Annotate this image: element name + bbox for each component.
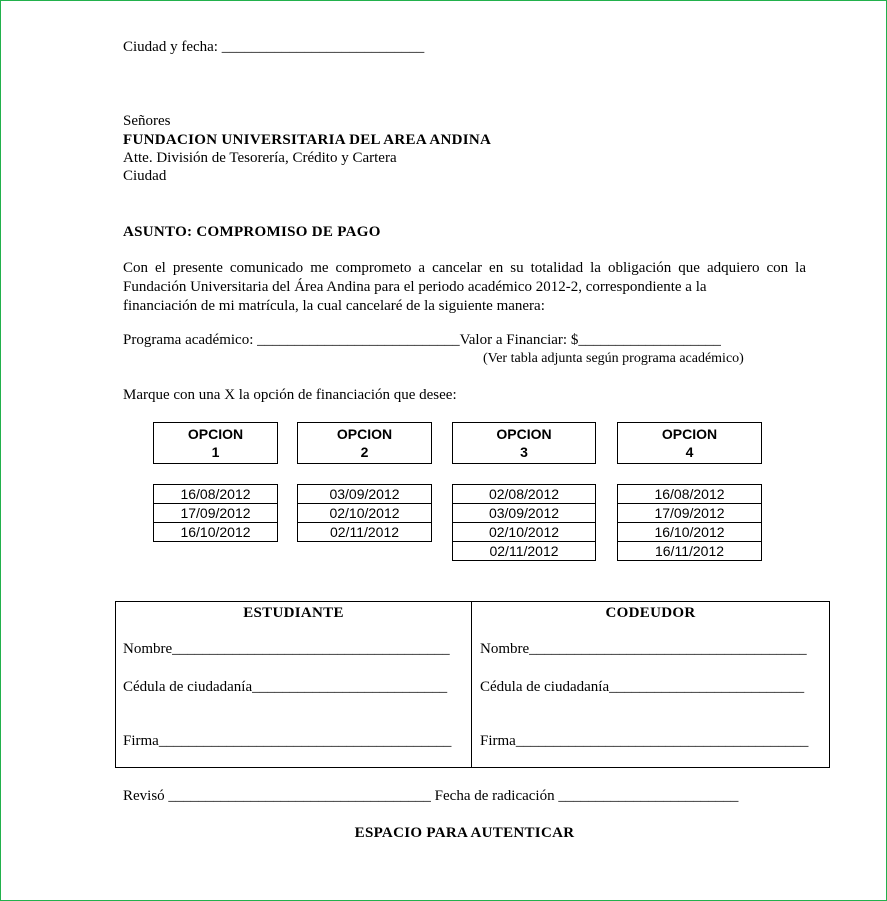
cosigner-id-field[interactable]: Cédula de ciudadanía__________________________ [480,679,805,695]
student-id-field[interactable]: Cédula de ciudadanía__________________________ [123,679,448,695]
date-cell: 02/11/2012 [297,522,432,542]
authenticate-label: ESPACIO PARA AUTENTICAR [354,825,575,841]
option-3-box[interactable] [452,422,596,464]
option-2-dates [297,484,432,542]
salutation: Señores [123,113,171,129]
program-value-line: Programa académico: ___________________________Valor a Financiar: $___________________ [123,332,721,348]
attention-line: Atte. División de Tesorería, Crédito y Cartera [123,150,397,166]
option-2-label: OPCION [336,426,393,442]
date-cell: 16/08/2012 [153,484,278,504]
option-4-box[interactable] [617,422,762,464]
student-signature-field[interactable]: Firma_______________________________________ [123,733,452,749]
cosigner-title: CODEUDOR [605,605,696,621]
institution-name: FUNDACION UNIVERSITARIA DEL AREA ANDINA [123,132,492,148]
student-name-field[interactable]: Nombre_____________________________________ [123,641,450,657]
reviewed-line: Revisó ___________________________________ Fecha de radicación ________________________ [123,788,739,804]
date-cell: 17/09/2012 [153,503,278,523]
signature-table [115,601,830,768]
option-4-label: OPCION [661,426,718,442]
option-1-number: 1 [211,444,220,460]
body-paragraph-main: Con el presente comunicado me comprometo a cancelar en su totalidad la obligación que adquiero con la Fundación Universitaria del Área Andina para el periodo académico 2012-2, correspondiente a la [123,260,806,295]
date-cell: 02/10/2012 [297,503,432,523]
recipient-city: Ciudad [123,168,167,184]
date-cell: 17/09/2012 [617,503,762,523]
body-paragraph-last: financiación de mi matrícula, la cual cancelaré de la siguiente manera: [123,298,545,314]
option-2-box[interactable] [297,422,432,464]
option-4-dates [617,484,762,561]
option-1-label: OPCION [187,426,244,442]
date-cell: 16/11/2012 [617,541,762,561]
option-2-number: 2 [360,444,369,460]
date-cell: 02/11/2012 [452,541,596,561]
date-cell: 03/09/2012 [297,484,432,504]
program-note: (Ver tabla adjunta según programa académico) [483,351,744,366]
cosigner-signature-field[interactable]: Firma_______________________________________ [480,733,809,749]
date-cell: 02/10/2012 [452,522,596,542]
body-paragraph [123,259,806,316]
option-3-number: 3 [520,444,528,460]
instruction-line: Marque con una X la opción de financiación que desee: [123,387,457,403]
city-date-line: Ciudad y fecha: ___________________________ [123,39,425,55]
option-3-label: OPCION [496,426,552,442]
option-1-box[interactable] [153,422,278,464]
signature-divider [471,602,472,767]
option-1-dates [153,484,278,542]
date-cell: 16/10/2012 [153,522,278,542]
option-3-dates [452,484,596,561]
date-cell: 16/08/2012 [617,484,762,504]
student-title: ESTUDIANTE [243,605,344,621]
cosigner-name-field[interactable]: Nombre_____________________________________ [480,641,807,657]
date-cell: 03/09/2012 [452,503,596,523]
option-4-number: 4 [685,444,694,460]
date-cell: 16/10/2012 [617,522,762,542]
subject-line: ASUNTO: COMPROMISO DE PAGO [123,224,381,240]
date-cell: 02/08/2012 [452,484,596,504]
